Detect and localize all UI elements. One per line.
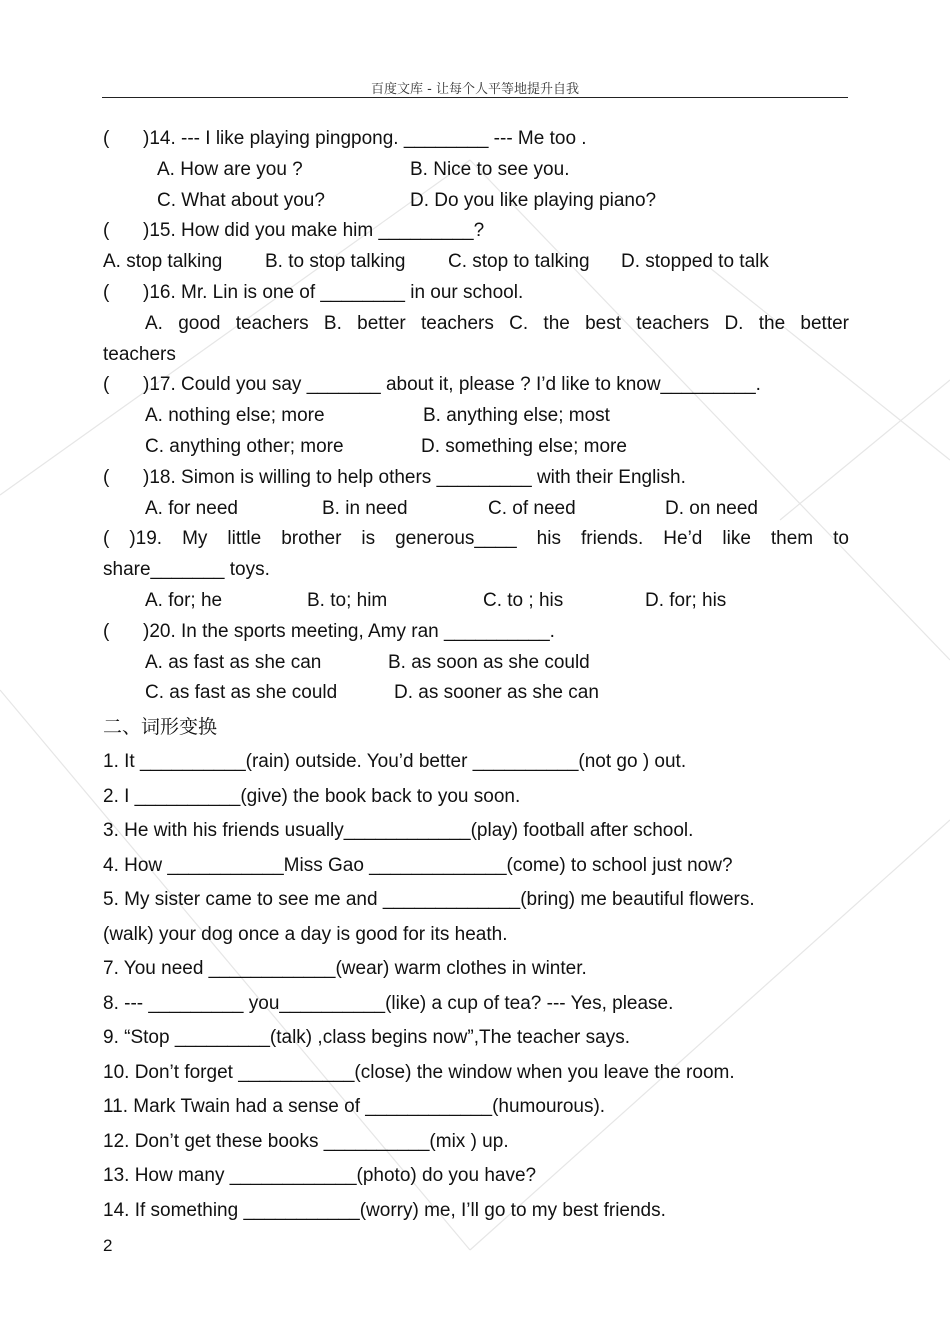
option-b: B. as soon as she could bbox=[388, 651, 590, 673]
answer-bracket: ( bbox=[103, 220, 110, 242]
answer-bracket: ( bbox=[103, 620, 110, 642]
answer-bracket: ( bbox=[103, 466, 110, 488]
fill-item: 5. My sister came to see me and _____________(bring) me beautiful flowers. bbox=[103, 889, 755, 911]
option-a: A. as fast as she can bbox=[145, 651, 322, 673]
option-c: C. stop to talking bbox=[448, 251, 590, 273]
options-row bbox=[103, 186, 849, 217]
options-row bbox=[103, 401, 849, 432]
option-b: B. Nice to see you. bbox=[410, 158, 570, 180]
fill-item: 2. I __________(give) the book back to you soon. bbox=[103, 785, 521, 807]
option-d: D. something else; more bbox=[421, 435, 627, 457]
fill-item: 13. How many ____________(photo) do you have? bbox=[103, 1165, 537, 1187]
option-a: A. for need bbox=[145, 497, 238, 519]
answer-bracket: ( bbox=[103, 374, 110, 396]
fill-item: 7. You need ____________(wear) warm clothes in winter. bbox=[103, 958, 587, 980]
option-d: D. as sooner as she can bbox=[394, 682, 599, 704]
section-title: 二、词形变换 bbox=[103, 716, 218, 739]
options-row: A. good teachers B. better teachers C. the best teachers D. the better bbox=[145, 312, 849, 334]
question-stem: )15. How did you make him _________? bbox=[143, 220, 485, 242]
option-a: A. for; he bbox=[145, 589, 223, 611]
option-d: D. for; his bbox=[645, 589, 727, 611]
fill-item: (walk) your dog once a day is good for its heath. bbox=[103, 923, 508, 945]
option-a: A. stop talking bbox=[103, 251, 223, 273]
question-stem: )14. --- I like playing pingpong. ________ --- Me too . bbox=[143, 128, 587, 149]
answer-bracket: ( bbox=[103, 281, 110, 303]
fill-item: 1. It __________(rain) outside. You’d better __________(not go ) out. bbox=[103, 751, 687, 773]
question-stem: )20. In the sports meeting, Amy ran __________. bbox=[143, 620, 555, 642]
answer-bracket: ( bbox=[103, 128, 110, 149]
question-19-wrap: share_______ toys. bbox=[103, 559, 270, 581]
fill-item: 4. How ___________Miss Gao _____________(come) to school just now? bbox=[103, 854, 733, 876]
option-c: C. as fast as she could bbox=[145, 682, 338, 704]
options-row bbox=[103, 432, 849, 463]
option-d: D. on need bbox=[665, 497, 758, 519]
option-c: C. of need bbox=[488, 497, 576, 519]
page-header: 百度文库 - 让每个人平等地提升自我 bbox=[371, 82, 579, 97]
options-row bbox=[103, 648, 849, 679]
option-c: C. anything other; more bbox=[145, 435, 344, 457]
option-a: A. How are you ? bbox=[157, 158, 303, 180]
worksheet-body bbox=[103, 124, 849, 1228]
question-15 bbox=[103, 216, 849, 247]
options-row-wrap: teachers bbox=[103, 343, 176, 365]
question-14 bbox=[103, 124, 849, 155]
fill-item: 12. Don’t get these books __________(mix ) up. bbox=[103, 1130, 509, 1152]
page-number: 2 bbox=[103, 1236, 113, 1255]
fill-item: 3. He with his friends usually____________(play) football after school. bbox=[103, 820, 694, 842]
question-stem: )17. Could you say _______ about it, please ? I’d like to know_________. bbox=[143, 374, 761, 396]
question-16 bbox=[103, 278, 849, 309]
fill-item: 14. If something ___________(worry) me, I’ll go to my best friends. bbox=[103, 1199, 666, 1221]
question-stem: )18. Simon is willing to help others _________ with their English. bbox=[143, 466, 686, 488]
option-c: C. What about you? bbox=[157, 189, 325, 211]
options-row bbox=[103, 494, 849, 525]
fill-item: 8. --- _________ you__________(like) a cup of tea? --- Yes, please. bbox=[103, 992, 674, 1014]
fill-item: 10. Don’t forget ___________(close) the window when you leave the room. bbox=[103, 1061, 735, 1083]
option-b: B. in need bbox=[322, 497, 408, 519]
question-17 bbox=[103, 370, 849, 401]
question-20 bbox=[103, 617, 849, 648]
option-a: A. nothing else; more bbox=[145, 405, 325, 427]
options-row bbox=[103, 247, 849, 278]
question-18 bbox=[103, 463, 849, 494]
question-19: ( )19. My little brother is generous____ his friends. He’d like them to bbox=[103, 528, 849, 550]
question-stem: )16. Mr. Lin is one of ________ in our school. bbox=[143, 281, 524, 303]
option-c: C. to ; his bbox=[483, 589, 564, 611]
options-row bbox=[103, 586, 849, 617]
option-d: D. Do you like playing piano? bbox=[410, 189, 657, 211]
option-d: D. stopped to talk bbox=[621, 251, 769, 273]
fill-item: 11. Mark Twain had a sense of ____________(humourous). bbox=[103, 1096, 606, 1118]
options-row bbox=[103, 155, 849, 186]
option-b: B. to; him bbox=[307, 589, 388, 611]
options-row bbox=[103, 678, 849, 709]
fill-item: 9. “Stop _________(talk) ,class begins now”,The teacher says. bbox=[103, 1027, 631, 1049]
header-divider bbox=[102, 97, 848, 98]
option-b: B. to stop talking bbox=[265, 251, 406, 273]
option-b: B. anything else; most bbox=[423, 405, 610, 427]
